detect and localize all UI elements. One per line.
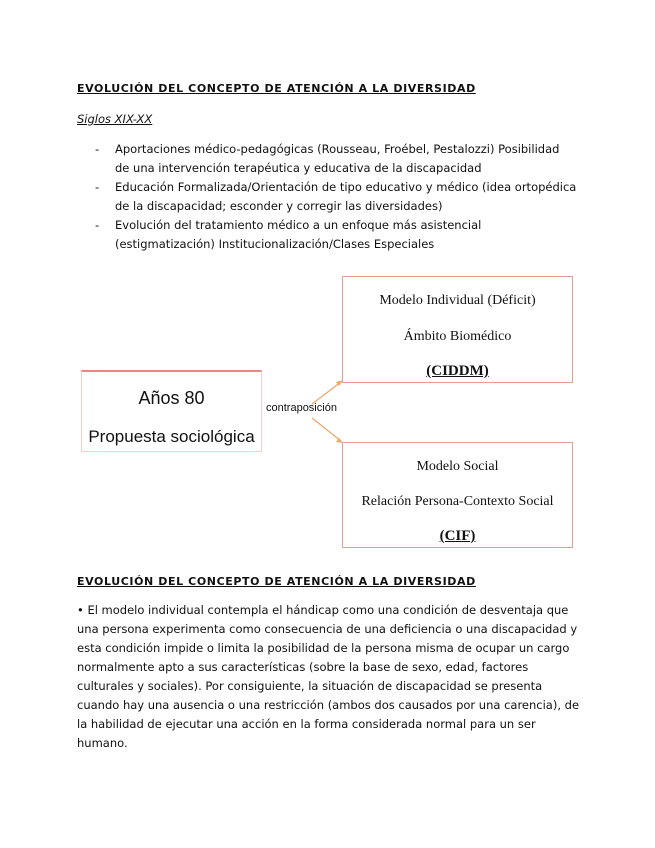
subheading-siglos: Siglos XIX-XX xyxy=(77,112,153,126)
box-modelo-social xyxy=(342,442,573,548)
connector-label: contraposición xyxy=(266,402,337,414)
box-anos-80-title: Años 80 xyxy=(138,388,205,408)
box-modelo-social-title: Modelo Social xyxy=(416,459,499,474)
box-modelo-individual-code: (CIDDM) xyxy=(426,363,489,379)
bullet-marker: - xyxy=(95,180,100,194)
box-modelo-social-code: (CIF) xyxy=(439,528,476,544)
box-anos-80-subtitle: Propuesta sociológica xyxy=(88,427,255,446)
bullet-text: Educación Formalizada/Orientación de tipo educativo y médico (idea ortopédica de la discapacidad; esconder y corregir las diversidades) xyxy=(115,180,577,213)
arrow-to-social-model xyxy=(312,418,341,441)
bullet-text: Aportaciones médico-pedagógicas (Rousseau, Froébel, Pestalozzi) Posibilidad de una intervención terapéutica y educativa de la discapacidad xyxy=(115,142,560,175)
bullet-marker: - xyxy=(95,218,100,232)
section-heading-1: EVOLUCIÓN DEL CONCEPTO DE ATENCIÓN A LA DIVERSIDAD xyxy=(77,82,476,95)
section-heading-2: EVOLUCIÓN DEL CONCEPTO DE ATENCIÓN A LA DIVERSIDAD xyxy=(77,575,476,588)
box-modelo-individual-title: Modelo Individual (Déficit) xyxy=(379,293,536,308)
box-anos-80 xyxy=(81,370,262,452)
bullet-marker: - xyxy=(95,142,100,156)
paragraph-modelo-individual: • El modelo individual contempla el hándicap como una condición de desventaja que una persona experimenta como consecuencia de una deficiencia o una discapacidad y esta condición impide o limita la posibilidad de la persona misma de ocupar un cargo normalmente apto a sus características (sobre la base de sexo, edad, factores culturales y sociales). Por consiguiente, la situación de discapacidad se presenta cuando hay una ausencia o una restricción (ambos dos causados por una carencia), de la habilidad de ejecutar una acción en la forma considerada normal para un ser humano. xyxy=(77,603,580,750)
box-modelo-social-scope: Relación Persona-Contexto Social xyxy=(361,494,554,509)
box-modelo-individual-scope: Ámbito Biomédico xyxy=(403,329,512,344)
bullet-text: Evolución del tratamiento médico a un enfoque más asistencial (estigmatización) Institucionalización/Clases Especiales xyxy=(115,218,482,251)
arrow-to-individual-model xyxy=(312,382,341,404)
box-modelo-individual xyxy=(342,276,573,383)
